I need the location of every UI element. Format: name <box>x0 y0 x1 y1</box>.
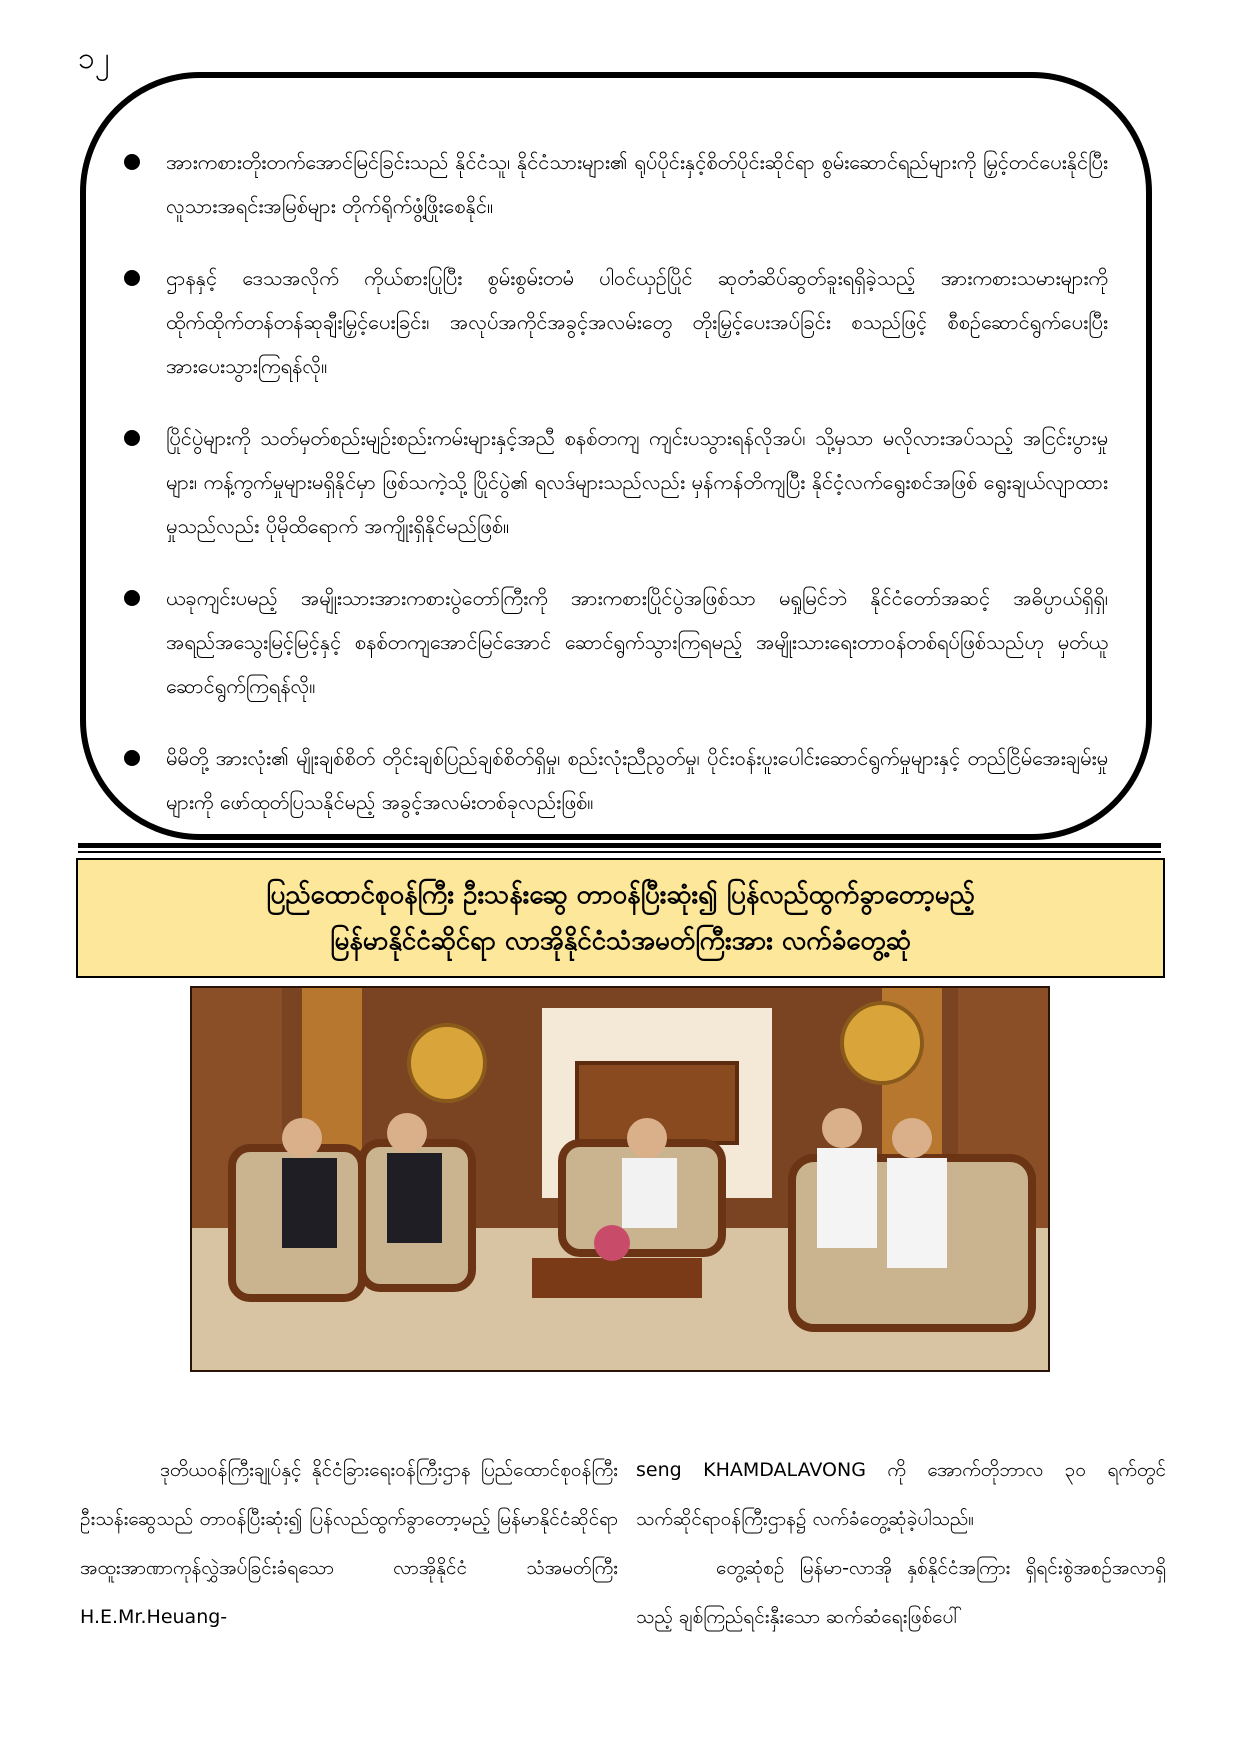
key-points-box <box>80 72 1152 840</box>
bullet-dot-icon <box>124 430 140 446</box>
article-paragraph: seng KHAMDALAVONG ကို အောက်တိုဘာလ ၃၀ ရက်တွင် သက်ဆိုင်ရာဝန်ကြီးဌာန၌ လက်ခံတွေ့ဆုံခဲ့ပါသည်။ <box>636 1459 1166 1530</box>
article-paragraph: ဒုတိယဝန်ကြီးချုပ်နှင့် နိုင်ငံခြားရေးဝန်ကြီးဌာန ပြည်ထောင်စုဝန်ကြီး ဦးသန်းဆွေသည် တာဝန်ပြီးဆုံး၍ ပြန်လည်ထွက်ခွာတော့မည့် မြန်မာနိုင်ငံဆိုင်ရာ အထူးအာဏာကုန်လွှဲအပ်ခြင်းခံရသော လာအိုနိုင်ငံ သံအမတ်ကြီး H.E.Mr.Heuang- <box>80 1459 618 1628</box>
bullet-dot-icon <box>124 154 140 170</box>
bullet-item <box>124 256 1108 388</box>
meeting-photo <box>190 986 1050 1372</box>
headline-line-1: ပြည်ထောင်စုဝန်ကြီး ဦးသန်းဆွေ တာဝန်ပြီးဆုံး၍ ပြန်လည်ထွက်ခွာတော့မည့် <box>266 880 975 910</box>
section-divider <box>78 843 1161 848</box>
bullet-item <box>124 140 1108 228</box>
article-paragraph: တွေ့ဆုံစဉ် မြန်မာ-လာအို နှစ်နိုင်ငံအကြား ရှိရင်းစွဲအစဉ်အလာရှိသည့် ချစ်ကြည်ရင်းနှီးသော ဆက်ဆံရေးဖြစ်ပေါ် <box>636 1557 1166 1628</box>
bullet-text: ယခုကျင်းပမည့် အမျိုးသားအားကစားပွဲတော်ကြီးကို အားကစားပြိုင်ပွဲအဖြစ်သာ မရှုမြင်ဘဲ နိုင်ငံတော်အဆင့် အဓိပ္ပာယ်ရှိရှိ၊ အရည်အသွေးမြင့်မြင့်နှင့် စနစ်တကျအောင်မြင်အောင် ဆောင်ရွက်သွားကြရမည့် အမျိုးသားရေးတာဝန်တစ်ရပ်ဖြစ်သည်ဟု မှတ်ယူဆောင်ရွက်ကြရန်လို။ <box>166 586 1108 698</box>
bullet-item <box>124 416 1108 548</box>
article-column-left <box>80 1446 618 1642</box>
bullet-text: အားကစားတိုးတက်အောင်မြင်ခြင်းသည် နိုင်ငံသူ၊ နိုင်ငံသားများ၏ ရုပ်ပိုင်းနှင့်စိတ်ပိုင်းဆိုင်ရာ စွမ်းဆောင်ရည်များကို မြှင့်တင်ပေးနိုင်ပြီး လူသားအရင်းအမြစ်များ တိုက်ရိုက်ဖွံ့ဖြိုးစေနိုင်။ <box>166 150 1108 218</box>
bullet-text: ပြိုင်ပွဲများကို သတ်မှတ်စည်းမျဉ်းစည်းကမ်းများနှင့်အညီ စနစ်တကျ ကျင်းပသွားရန်လိုအပ်၊ သို့မှသာ မလိုလားအပ်သည့် အငြင်းပွားမှုများ၊ ကန့်ကွက်မှုများမရှိနိုင်မှာ ဖြစ်သကဲ့သို့ ပြိုင်ပွဲ၏ ရလဒ်များသည်လည်း မှန်ကန်တိကျပြီး နိုင်ငံ့လက်ရွေးစင်အဖြစ် ရွေးချယ်လျာထားမှုသည်လည်း ပိုမိုထိရောက် အကျိုးရှိနိုင်မည်ဖြစ်။ <box>166 426 1108 538</box>
bullet-list <box>124 140 1108 852</box>
bullet-text: ဌာနနှင့် ဒေသအလိုက် ကိုယ်စားပြုပြီး စွမ်းစွမ်းတမံ ပါဝင်ယှဉ်ပြိုင် ဆုတံဆိပ်ဆွတ်ခူးရရှိခဲ့သည့် အားကစားသမားများကို ထိုက်ထိုက်တန်တန်ဆုချီးမြှင့်ပေးခြင်း၊ အလုပ်အကိုင်အခွင့်အလမ်းတွေ တိုးမြှင့်ပေးအပ်ခြင်း စသည်ဖြင့် စီစဉ်ဆောင်ရွက်ပေးပြီး အားပေးသွားကြရန်လို။ <box>166 266 1108 378</box>
bullet-dot-icon <box>124 590 140 606</box>
bullet-item <box>124 576 1108 708</box>
headline-line-2: မြန်မာနိုင်ငံဆိုင်ရာ လာအိုနိုင်ငံသံအမတ်ကြီးအား လက်ခံတွေ့ဆုံ <box>330 926 911 956</box>
section-divider-thin <box>78 851 1161 853</box>
bullet-dot-icon <box>124 270 140 286</box>
bullet-item <box>124 736 1108 824</box>
page-number: ၁၂ <box>78 41 110 76</box>
bullet-text: မိမိတို့ အားလုံး၏ မျိုးချစ်စိတ် တိုင်းချစ်ပြည်ချစ်စိတ်ရှိမှု၊ စည်းလုံးညီညွတ်မှု၊ ပိုင်းဝန်းပူးပေါင်းဆောင်ရွက်မှုများနှင့် တည်ငြိမ်အေးချမ်းမှုများကို ဖော်ထုတ်ပြသနိုင်မည့် အခွင့်အလမ်းတစ်ခုလည်းဖြစ်။ <box>166 746 1108 814</box>
article-column-right <box>636 1446 1166 1642</box>
news-headline-box <box>76 858 1165 978</box>
bullet-dot-icon <box>124 750 140 766</box>
